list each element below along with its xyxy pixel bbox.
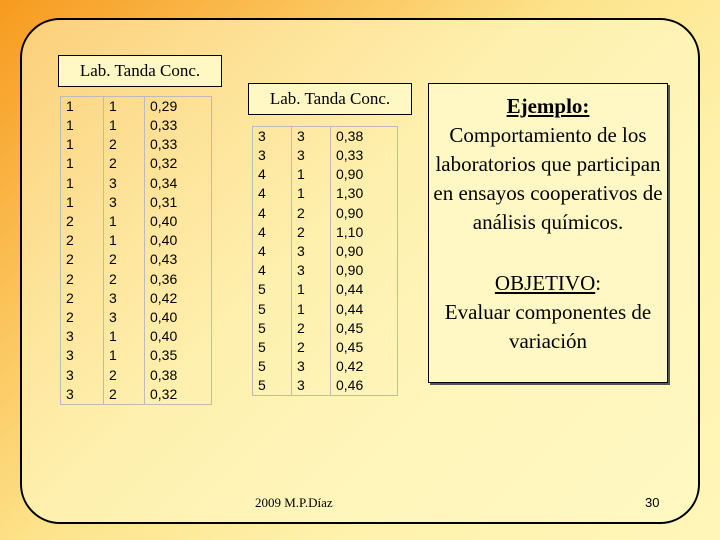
tanda-cell: 3 xyxy=(292,146,331,165)
table-row xyxy=(61,365,212,384)
example-box xyxy=(428,83,668,383)
conc-cell: 0,45 xyxy=(331,338,398,357)
conc-cell: 0,32 xyxy=(145,385,212,405)
table-row xyxy=(61,385,212,405)
table-row xyxy=(253,357,398,376)
conc-cell: 1,10 xyxy=(331,223,398,242)
conc-cell: 0,44 xyxy=(331,300,398,319)
conc-cell: 0,42 xyxy=(145,289,212,308)
table-row xyxy=(253,280,398,299)
table-row xyxy=(253,300,398,319)
conc-cell: 0,34 xyxy=(145,174,212,193)
objective-heading xyxy=(429,269,667,298)
tanda-cell: 2 xyxy=(292,223,331,242)
table-row xyxy=(61,231,212,250)
conc-cell: 0,40 xyxy=(145,308,212,327)
lab-cell: 2 xyxy=(61,231,104,250)
lab-cell: 2 xyxy=(61,308,104,327)
conc-cell: 0,90 xyxy=(331,242,398,261)
lab-cell: 3 xyxy=(253,146,292,165)
conc-cell: 0,44 xyxy=(331,280,398,299)
conc-cell: 0,46 xyxy=(331,376,398,396)
lab-cell: 5 xyxy=(253,376,292,396)
lab-cell: 4 xyxy=(253,261,292,280)
lab-cell: 4 xyxy=(253,204,292,223)
table-row xyxy=(253,223,398,242)
tanda-cell: 2 xyxy=(104,270,145,289)
tanda-cell: 1 xyxy=(104,346,145,365)
lab-cell: 1 xyxy=(61,154,104,173)
conc-cell: 0,45 xyxy=(331,319,398,338)
table-row xyxy=(61,289,212,308)
table-row xyxy=(253,127,398,147)
lab-cell: 3 xyxy=(253,127,292,147)
table-row xyxy=(61,135,212,154)
conc-cell: 0,31 xyxy=(145,193,212,212)
lab-cell: 4 xyxy=(253,223,292,242)
lab-cell: 2 xyxy=(61,212,104,231)
objective-body: Evaluar componentes de variación xyxy=(444,300,652,353)
lab-cell: 5 xyxy=(253,338,292,357)
example-title: Ejemplo: xyxy=(506,94,590,118)
left-table-label: Lab. Tanda Conc. xyxy=(58,55,222,87)
example-body: Comportamiento de los laboratorios que participan en ensayos cooperativos de análisis químicos. xyxy=(433,123,663,234)
lab-cell: 1 xyxy=(61,97,104,117)
tanda-cell: 2 xyxy=(104,250,145,269)
lab-cell: 5 xyxy=(253,319,292,338)
tanda-cell: 1 xyxy=(104,212,145,231)
conc-cell: 0,35 xyxy=(145,346,212,365)
lab-cell: 3 xyxy=(61,365,104,384)
table-row xyxy=(61,154,212,173)
tanda-cell: 3 xyxy=(104,289,145,308)
tanda-cell: 2 xyxy=(292,204,331,223)
tanda-cell: 3 xyxy=(292,261,331,280)
table-row xyxy=(61,346,212,365)
tanda-cell: 2 xyxy=(104,385,145,405)
tanda-cell: 3 xyxy=(104,174,145,193)
table-row xyxy=(253,319,398,338)
tanda-cell: 3 xyxy=(104,308,145,327)
tanda-cell: 3 xyxy=(292,127,331,147)
table-row xyxy=(61,174,212,193)
conc-cell: 0,36 xyxy=(145,270,212,289)
lab-cell: 5 xyxy=(253,300,292,319)
lab-cell: 1 xyxy=(61,135,104,154)
conc-cell: 0,40 xyxy=(145,327,212,346)
table-row xyxy=(253,376,398,396)
tanda-cell: 3 xyxy=(104,193,145,212)
conc-cell: 0,38 xyxy=(331,127,398,147)
conc-cell: 0,33 xyxy=(331,146,398,165)
conc-cell: 0,40 xyxy=(145,231,212,250)
tanda-cell: 1 xyxy=(104,116,145,135)
table-row xyxy=(253,146,398,165)
lab-cell: 3 xyxy=(61,346,104,365)
tanda-cell: 2 xyxy=(104,365,145,384)
table-row xyxy=(253,184,398,203)
table-row xyxy=(61,193,212,212)
table-row xyxy=(61,270,212,289)
tanda-cell: 1 xyxy=(104,97,145,117)
lab-cell: 1 xyxy=(61,174,104,193)
conc-cell: 0,90 xyxy=(331,261,398,280)
lab-cell: 4 xyxy=(253,242,292,261)
middle-data-table xyxy=(252,126,398,396)
table-row xyxy=(61,327,212,346)
objective-colon: : xyxy=(595,271,602,295)
table-row xyxy=(253,242,398,261)
tanda-cell: 3 xyxy=(292,376,331,396)
table-row xyxy=(253,204,398,223)
lab-cell: 1 xyxy=(61,193,104,212)
table-row xyxy=(61,97,212,117)
conc-cell: 0,29 xyxy=(145,97,212,117)
table-row xyxy=(61,212,212,231)
lab-cell: 4 xyxy=(253,165,292,184)
tanda-cell: 2 xyxy=(104,154,145,173)
conc-cell: 0,90 xyxy=(331,204,398,223)
tanda-cell: 2 xyxy=(292,338,331,357)
table-row xyxy=(61,116,212,135)
conc-cell: 0,33 xyxy=(145,116,212,135)
tanda-cell: 2 xyxy=(292,319,331,338)
tanda-cell: 1 xyxy=(292,165,331,184)
conc-cell: 0,90 xyxy=(331,165,398,184)
lab-cell: 4 xyxy=(253,184,292,203)
tanda-cell: 1 xyxy=(292,300,331,319)
tanda-cell: 3 xyxy=(292,242,331,261)
lab-cell: 5 xyxy=(253,357,292,376)
tanda-cell: 1 xyxy=(292,280,331,299)
conc-cell: 1,30 xyxy=(331,184,398,203)
tanda-cell: 1 xyxy=(104,231,145,250)
conc-cell: 0,32 xyxy=(145,154,212,173)
conc-cell: 0,38 xyxy=(145,365,212,384)
lab-cell: 1 xyxy=(61,116,104,135)
left-data-table xyxy=(60,96,212,405)
lab-cell: 2 xyxy=(61,250,104,269)
tanda-cell: 1 xyxy=(104,327,145,346)
conc-cell: 0,43 xyxy=(145,250,212,269)
lab-cell: 3 xyxy=(61,327,104,346)
page-number: 30 xyxy=(645,495,660,510)
table-row xyxy=(253,261,398,280)
table-row xyxy=(253,165,398,184)
table-row xyxy=(61,250,212,269)
conc-cell: 0,42 xyxy=(331,357,398,376)
lab-cell: 5 xyxy=(253,280,292,299)
table-row xyxy=(253,338,398,357)
tanda-cell: 1 xyxy=(292,184,331,203)
footer-author: 2009 M.P.Díaz xyxy=(255,495,333,510)
tanda-cell: 2 xyxy=(104,135,145,154)
conc-cell: 0,33 xyxy=(145,135,212,154)
lab-cell: 2 xyxy=(61,289,104,308)
conc-cell: 0,40 xyxy=(145,212,212,231)
table-row xyxy=(61,308,212,327)
middle-table-label: Lab. Tanda Conc. xyxy=(248,83,412,115)
objective-title: OBJETIVO xyxy=(494,271,596,295)
lab-cell: 3 xyxy=(61,385,104,405)
lab-cell: 2 xyxy=(61,270,104,289)
tanda-cell: 3 xyxy=(292,357,331,376)
